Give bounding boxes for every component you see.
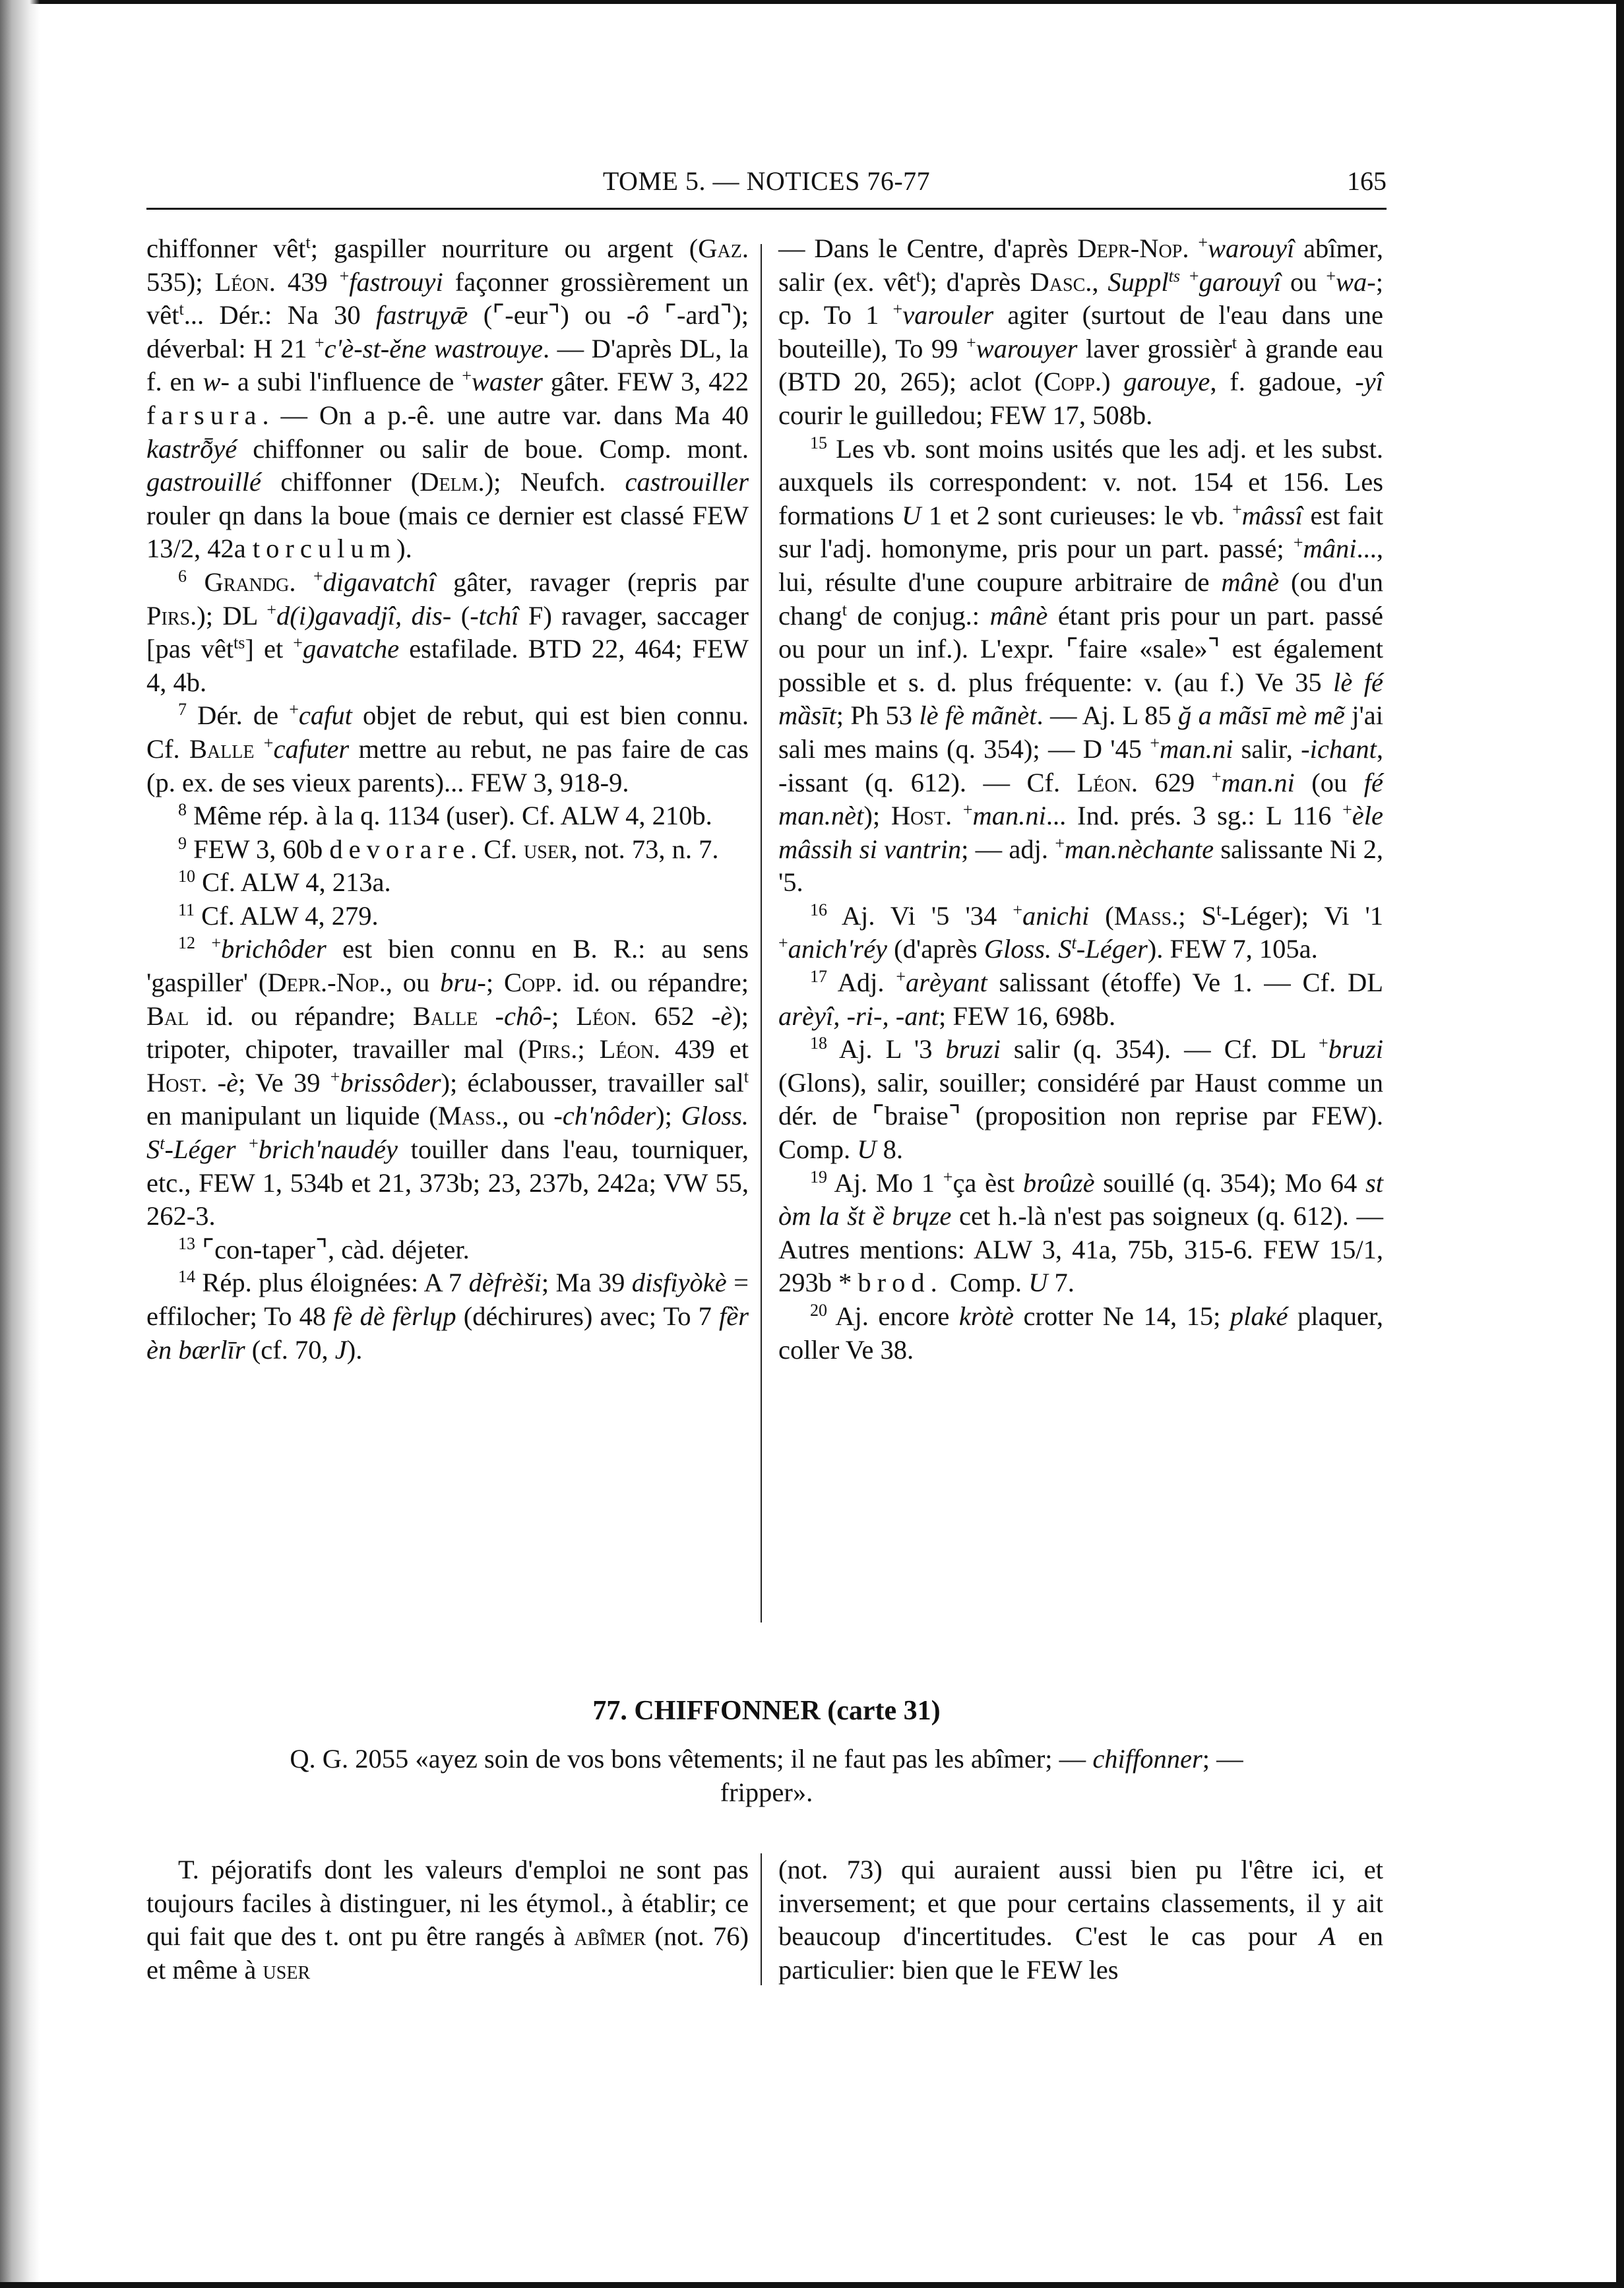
section-title: 77. CHIFFONNER (carte 31)	[592, 1696, 941, 1726]
footnote-17: $^{17}$ Adj. +arèyant salissant (étoffe) Ve 1. — Cf. DL arèyî, -ri-, -ant; FEW 16, 698b.	[778, 967, 1384, 1031]
section-body-right	[778, 1853, 1383, 1987]
column-divider-lower	[761, 1853, 762, 1985]
footnote-11: $^{11}$ Cf. ALW 4, 279.	[178, 900, 379, 931]
footnote-10: $^{10}$ Cf. ALW 4, 213a.	[178, 867, 391, 898]
footnote-6: $^6$ Grandg. +digavatchî gâter, ravager (repris par Pirs.); DL +d(i)gavadjî, dis- (-tchî F) ravager, saccager [pas vêt$^{ts}$] et +gavatche estafilade. BTD 22, 464; FEW 4, 4b.	[146, 566, 749, 697]
footnote-13: $^{13}$ ⌜con-taper⌝, càd. déjeter.	[178, 1233, 470, 1264]
scan-edge-bottom	[0, 2282, 1624, 2288]
section-body-right-text: (not. 73) qui auraient aussi bien pu l'être ici, et inversement; et que pour certains classements, il y ait beaucoup d'incertitudes. C'est le cas pour A en particulier: bien que le FEW les	[778, 1855, 1383, 1985]
right-continuation: — Dans le Centre, d'après Depr-Nop. +warouyî abîmer, salir (ex. vêt$^t$); d'après Dasc., Suppl$^{ts}$ +garouyî ou +wa-; cp. To 1 +varouler agiter (surtout de l'eau dans une bouteille), To 99 +warouyer laver grossièr$^t$ à grande eau (BTD 20, 265); aclot (Copp.) garouye, f. gadoue, -yî courir le guilledou; FEW 17, 508b.	[778, 233, 1384, 430]
footnote-7: $^7$ Dér. de +cafut objet de rebut, qui est bien connu. Cf. Balle +cafuter mettre au rebut, ne pas faire de cas (p. ex. de ses vieux parents)... FEW 3, 918-9.	[146, 700, 749, 797]
column-divider	[761, 244, 762, 1623]
scan-edge-top	[0, 0, 1624, 4]
page-number: 165	[1347, 166, 1387, 196]
footnote-9: $^9$ FEW 3, 60b devorare. Cf. user, not. 73, n. 7.	[178, 833, 719, 864]
left-column	[146, 232, 749, 1367]
footnote-16: $^{16}$ Aj. Vi '5 '34 +anichi (Mass.; $S^t-Léger$); Vi '1 +anich'réy (d'après Gloss. $S^t-Léger$). FEW 7, 105a.	[778, 900, 1383, 964]
running-title: TOME 5. — NOTICES 76-77	[602, 166, 931, 196]
scan-edge-right	[1616, 0, 1624, 2288]
footnote-14: $^{14}$ Rép. plus éloignées: A 7 dèfrèši; Ma 39 disfiyòkè = effilocher; To 48 fè dè fèrlɥp (déchirures) avec; To 7 fȅr èn bærlīr (cf. 70, J).	[146, 1267, 749, 1365]
questionnaire-prompt: Q. G. 2055 «ayez soin de vos bons vêtements; il ne faut pas les abîmer; — chiffonner; — fripper».	[290, 1744, 1243, 1807]
left-continuation: chiffonner vêt$^t$; gaspiller nourriture ou argent (Gaz. 535); Léon. 439 +fastrouyi façonner grossièrement un vêt$^t$... Dér.: Na 30 fastrɥyǣ (⌜-eur⌝) ou -ô ⌜-ard⌝); déverbal: H 21 +c'è-st-ěne wastrouye. — D'après DL, la f. en w- a subi l'influence de +waster gâter. FEW 3, 422 farsura. — On a p.-ê. une autre var. dans Ma 40 kastrȭyé chiffonner ou salir de boue. Comp. mont. gastrouillé chiffonner (Delm.); Neufch. castrouiller rouler qn dans la boue (mais ce dernier est classé FEW 13/2, 42a torculum).	[146, 233, 749, 564]
section-body-left-text: T. péjoratifs dont les valeurs d'emploi ne sont pas toujours faciles à distinguer, ni les étymol., à établir; ce qui fait que des t. ont pu être rangés à abîmer (not. 76) et même à user	[146, 1855, 749, 1985]
header-rule	[146, 208, 1387, 210]
footnote-8: $^8$ Même rép. à la q. 1134 (user). Cf. ALW 4, 210b.	[178, 800, 712, 831]
footnote-19: $^{19}$ Aj. Mo 1 +ça èst broûzè souillé (q. 354); Mo 64 st òm la št ȅ brɥze cet h.-là n'est pas soigneux (q. 612). — Autres mentions: ALW 3, 41a, 75b, 315-6. FEW 15/1, 293b *brod. Comp. U 7.	[778, 1167, 1383, 1298]
scan-edge-left	[0, 0, 40, 2288]
footnote-18: $^{18}$ Aj. L '3 bruzi salir (q. 354). — Cf. DL +bruzi (Glons), salir, souiller; considéré par Haust comme un dér. de ⌜braise⌝ (proposition non reprise par FEW). Comp. U 8.	[778, 1034, 1383, 1165]
running-header	[146, 165, 1387, 198]
right-column	[778, 232, 1383, 1367]
footnote-15: $^{15}$ Les vb. sont moins usités que les adj. et les subst. auxquels ils correspondent: v. not. 154 et 156. Les formations U 1 et 2 sont curieuses: le vb. +mâssî est fait sur l'adj. homonyme, pris pour un part. passé; +mâni..., lui, résulte d'une coupure arbitraire de mânè (ou d'un chang$^t$ de conjug.: mânè étant pris pour un part. passé ou pour un inf.). L'expr. ⌜faire «sale»⌝ est également possible et s. d. plus fréquente: v. (au f.) Ve 35 lè fé mȁsīt; Ph 53 lè fè mãnèt. — Aj. L 85 ğ a mãsī mè mẽ j'ai sali mes mains (q. 354); — D '45 +man.ni salir, -ichant, -issant (q. 612). — Cf. Léon. 629 +man.ni (ou fé man.nèt); Host. +man.ni... Ind. prés. 3 sg.: L 116 +èle mâssih si vantrin; — adj. +man.nèchante salissante Ni 2, '5.	[778, 433, 1384, 898]
footnote-20: $^{20}$ Aj. encore kròtè crotter Ne 14, 15; plaké plaquer, coller Ve 38.	[778, 1301, 1383, 1365]
footnote-12: $^{12}$ +brichôder est bien connu en B. R.: au sens 'gaspiller' (Depr.-Nop., ou bru-; Copp. id. ou répandre; Bal id. ou répandre; Balle -chô-; Léon. 652 -è); tripoter, chipoter, travailler mal (Pirs.; Léon. 439 et Host. -è; Ve 39 +brissôder); éclabousser, travailler sal$^t$ en manipulant un liquide (Mass., ou -ch'nôder); Gloss. $S^t$-Léger +brich'naudéy touiller dans l'eau, tourniquer, etc., FEW 1, 534b et 21, 373b; 23, 237b, 242a; VW 55, 262-3.	[146, 933, 749, 1231]
section-body-left	[146, 1853, 749, 1987]
